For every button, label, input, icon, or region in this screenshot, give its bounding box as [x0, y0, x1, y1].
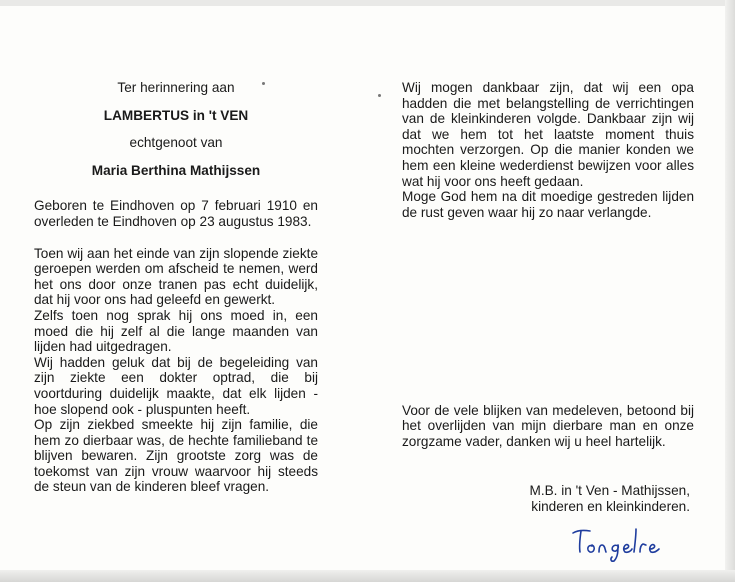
signature-line: kinderen en kleinkinderen. — [531, 498, 690, 514]
paragraph: Toen wij aan het einde van zijn slopende ziekte geroepen werden om afscheid te nemen, werd het ons door onze tranen pas echt duidelijk, dat hij voor ons had geleefd en gewerkt. — [34, 245, 318, 308]
right-column — [402, 80, 694, 220]
paragraph: Wij mogen dankbaar zijn, dat wij een opa hadden die met belangstelling de verrichtingen van de kleinkinderen volgde. Dankbaar zijn wij dat we hem tot het laatste moment thuis mochten verzorgen. Op die manier konden we hem een kleine wederdienst bewijzen voor alles wat hij voor ons heeft gedaan. — [402, 80, 694, 189]
intro-text: Ter herinnering aan — [117, 80, 235, 95]
paragraph: Moge God hem na dit moedige gestreden lijden de rust geven waar hij zo naar verlangde. — [402, 189, 694, 220]
spouse-label: echtgenoot van — [129, 135, 223, 151]
card-edge-top — [0, 0, 735, 6]
signature-line: M.B. in 't Ven - Mathijssen, — [529, 483, 690, 498]
card-edge-bottom — [0, 570, 735, 582]
paragraph: Zelfs toen nog sprak hij ons moed in, een moed die hij zelf al die lange maanden van lijden had uitgedragen. — [34, 307, 318, 355]
left-column — [34, 80, 318, 495]
paragraph: Op zijn ziekbed smeekte hij zijn familie, die hem zo dierbaar was, de hechte familieband te blijven bewaren. Zijn grootste zorg was de toekomst van zijn vrouw waarvoor hij steeds de steun van de kinderen bleef vragen. — [34, 417, 318, 495]
handwritten-place-name — [570, 524, 680, 564]
thanks-text: Voor de vele blijken van medeleven, betoond bij het overlijden van mijn dierbare man en onze zorgzame vader, danken wij u heel hartelijk. — [402, 402, 694, 449]
deceased-name: LAMBERTUS in 't VEN — [103, 107, 249, 123]
speck — [378, 94, 381, 97]
signature-block — [402, 483, 690, 514]
birth-death-text: Geboren te Eindhoven op 7 februari 1910 en overleden te Eindhoven op 23 augustus 1983. — [34, 198, 318, 229]
spouse-name: Maria Berthina Mathijssen — [91, 162, 261, 178]
card-edge-right — [725, 0, 735, 582]
paragraph: Wij hadden geluk dat bij de begeleiding van zijn ziekte een dokter optrad, die bij voortduring duidelijk maakte, dat elk lijden - hoe slopend ook - pluspunten heeft. — [34, 354, 318, 417]
